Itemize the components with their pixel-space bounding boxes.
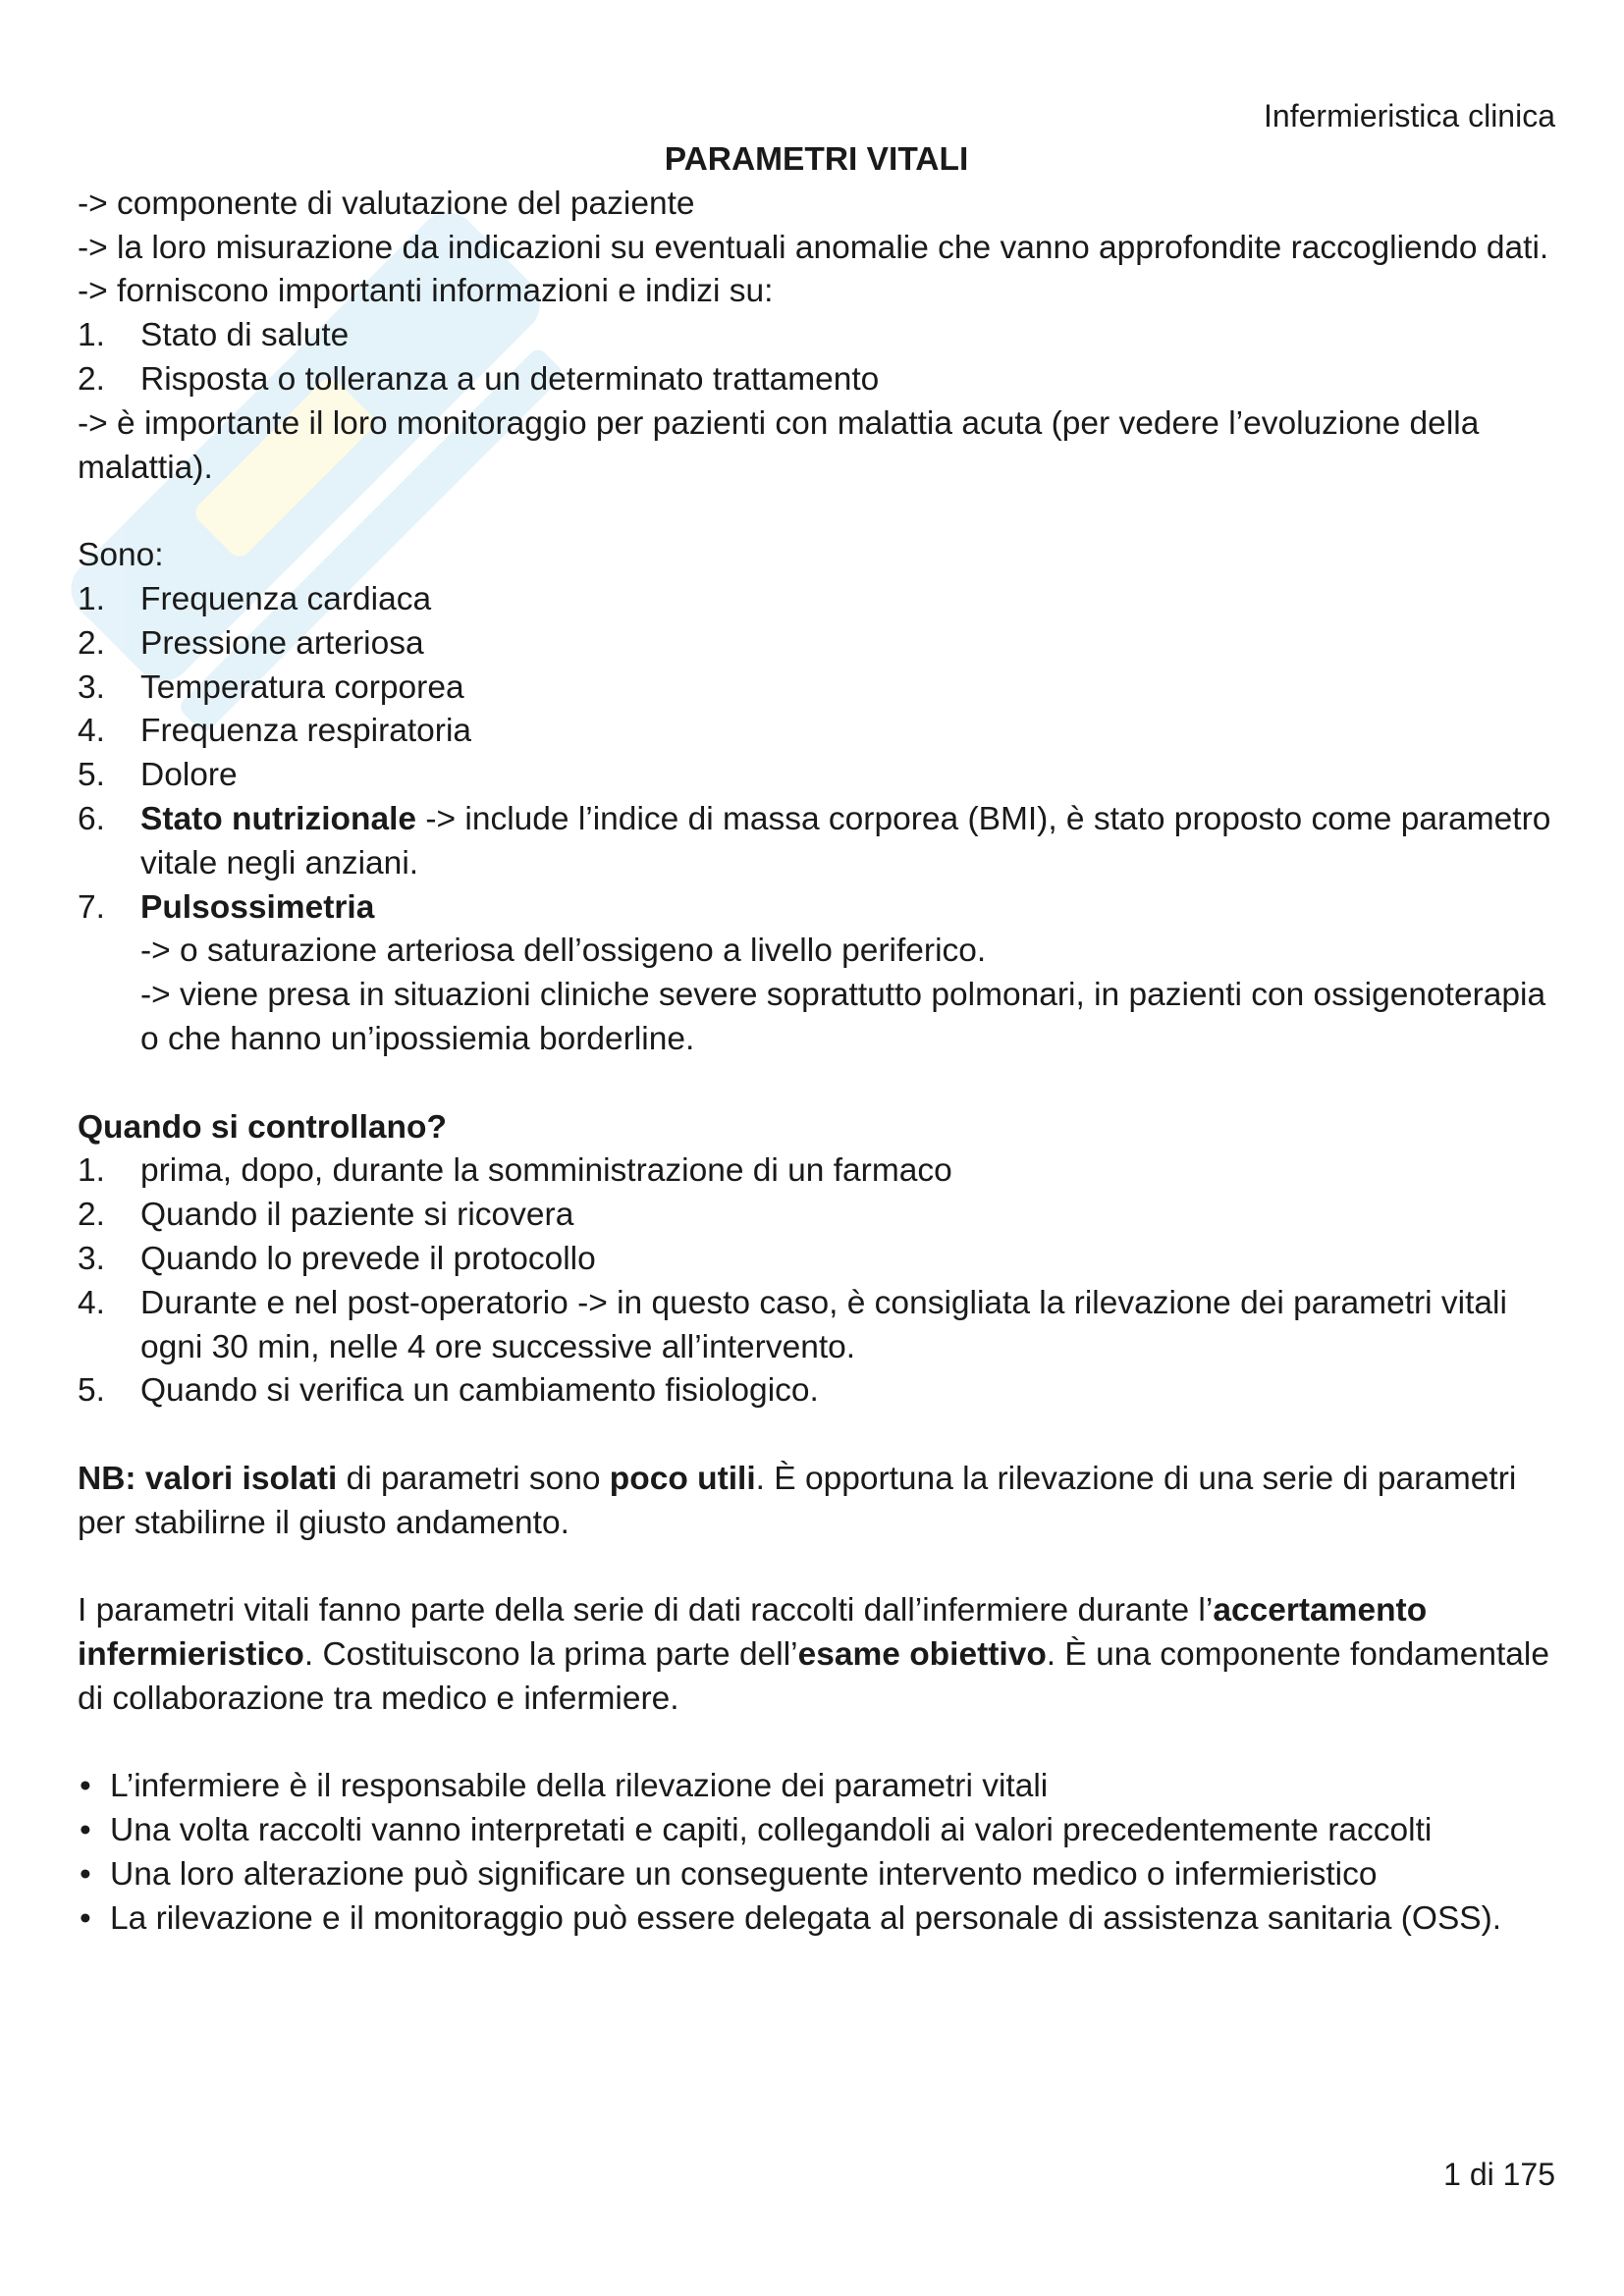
list-item: 2. Risposta o tolleranza a un determinato trattamento <box>78 360 880 398</box>
list-item-nutrition: 6. Stato nutrizionale -> include l’indice di massa corporea (BMI), è stato proposto come parametro vitale negli anziani. <box>78 800 1551 881</box>
list-item: 2. Quando il paziente si ricovera <box>78 1197 574 1234</box>
list-item: 2. Pressione arteriosa <box>78 624 424 662</box>
list-item: 3. Quando lo prevede il protocollo <box>78 1240 596 1277</box>
page-number: 1 di 175 <box>1443 2157 1555 2192</box>
list-item-pulse-oximetry: 7. Pulsossimetria -> o saturazione arteriosa dell’ossigeno a livello periferico. -> viene presa in situazioni cliniche severe soprattutto polmonari, in pazienti con ossigenoterapia o che hanno un’ipossiemia borderline. <box>78 888 1546 1057</box>
intro-line-2: -> la loro misurazione da indicazioni su eventuali anomalie che vanno approfondite raccogliendo dati. <box>78 229 1549 266</box>
list-item: 1. Frequenza cardiaca <box>78 580 432 617</box>
list-item: 4. Frequenza respiratoria <box>78 713 472 750</box>
list-item: 5. Dolore <box>78 757 238 794</box>
when-list <box>78 1149 1555 1414</box>
list-item: 3. Temperatura corporea <box>78 668 464 706</box>
bullet-list <box>78 1765 1555 1941</box>
nb-paragraph: NB: valori isolati di parametri sono poco utili. È opportuna la rilevazione di una serie di parametri per stabilirne il giusto andamento. <box>78 1460 1517 1541</box>
intro-line-1: -> componente di valutazione del paziente <box>78 185 695 222</box>
monitor-note: -> è importante il loro monitoraggio per pazienti con malattia acuta (per vedere l’evoluzione della malattia). <box>78 404 1480 486</box>
intro-line-3: -> forniscono importanti informazioni e indizi su: <box>78 273 774 310</box>
list-item: 5. Quando si verifica un cambiamento fisiologico. <box>78 1372 819 1410</box>
list-item: 1. Stato di salute <box>78 317 350 354</box>
quando-heading: Quando si controllano? <box>78 1108 447 1146</box>
info-list <box>78 314 1555 402</box>
list-item: 1. prima, dopo, durante la somministrazione di un farmaco <box>78 1152 952 1190</box>
list-item: • Una volta raccolti vanno interpretati e capiti, collegandoli ai valori precedentemente raccolti <box>78 1809 1555 1853</box>
page-title: PARAMETRI VITALI <box>664 141 969 178</box>
sono-label: Sono: <box>78 537 164 574</box>
list-item: 4. Durante e nel post-operatorio -> in questo caso, è consigliata la rilevazione dei parametri vitali ogni 30 min, nelle 4 ore successive all’intervento. <box>78 1284 1507 1365</box>
list-item: • La rilevazione e il monitoraggio può essere delegata al personale di assistenza sanitaria (OSS). <box>78 1897 1555 1942</box>
list-item: • L’infermiere è il responsabile della rilevazione dei parametri vitali <box>78 1765 1555 1809</box>
accertamento-paragraph: I parametri vitali fanno parte della serie di dati raccolti dall’infermiere durante l’accertamento infermieristico. Costituiscono la prima parte dell’esame obiettivo. È una componente fondamentale di collaborazione tra medico e infermiere. <box>78 1592 1549 1717</box>
list-item: • Una loro alterazione può significare un conseguente intervento medico o infermieristico <box>78 1853 1555 1897</box>
course-header: Infermieristica clinica <box>1264 98 1555 133</box>
vital-signs-list <box>78 578 1555 1062</box>
page-content <box>78 93 1555 1942</box>
